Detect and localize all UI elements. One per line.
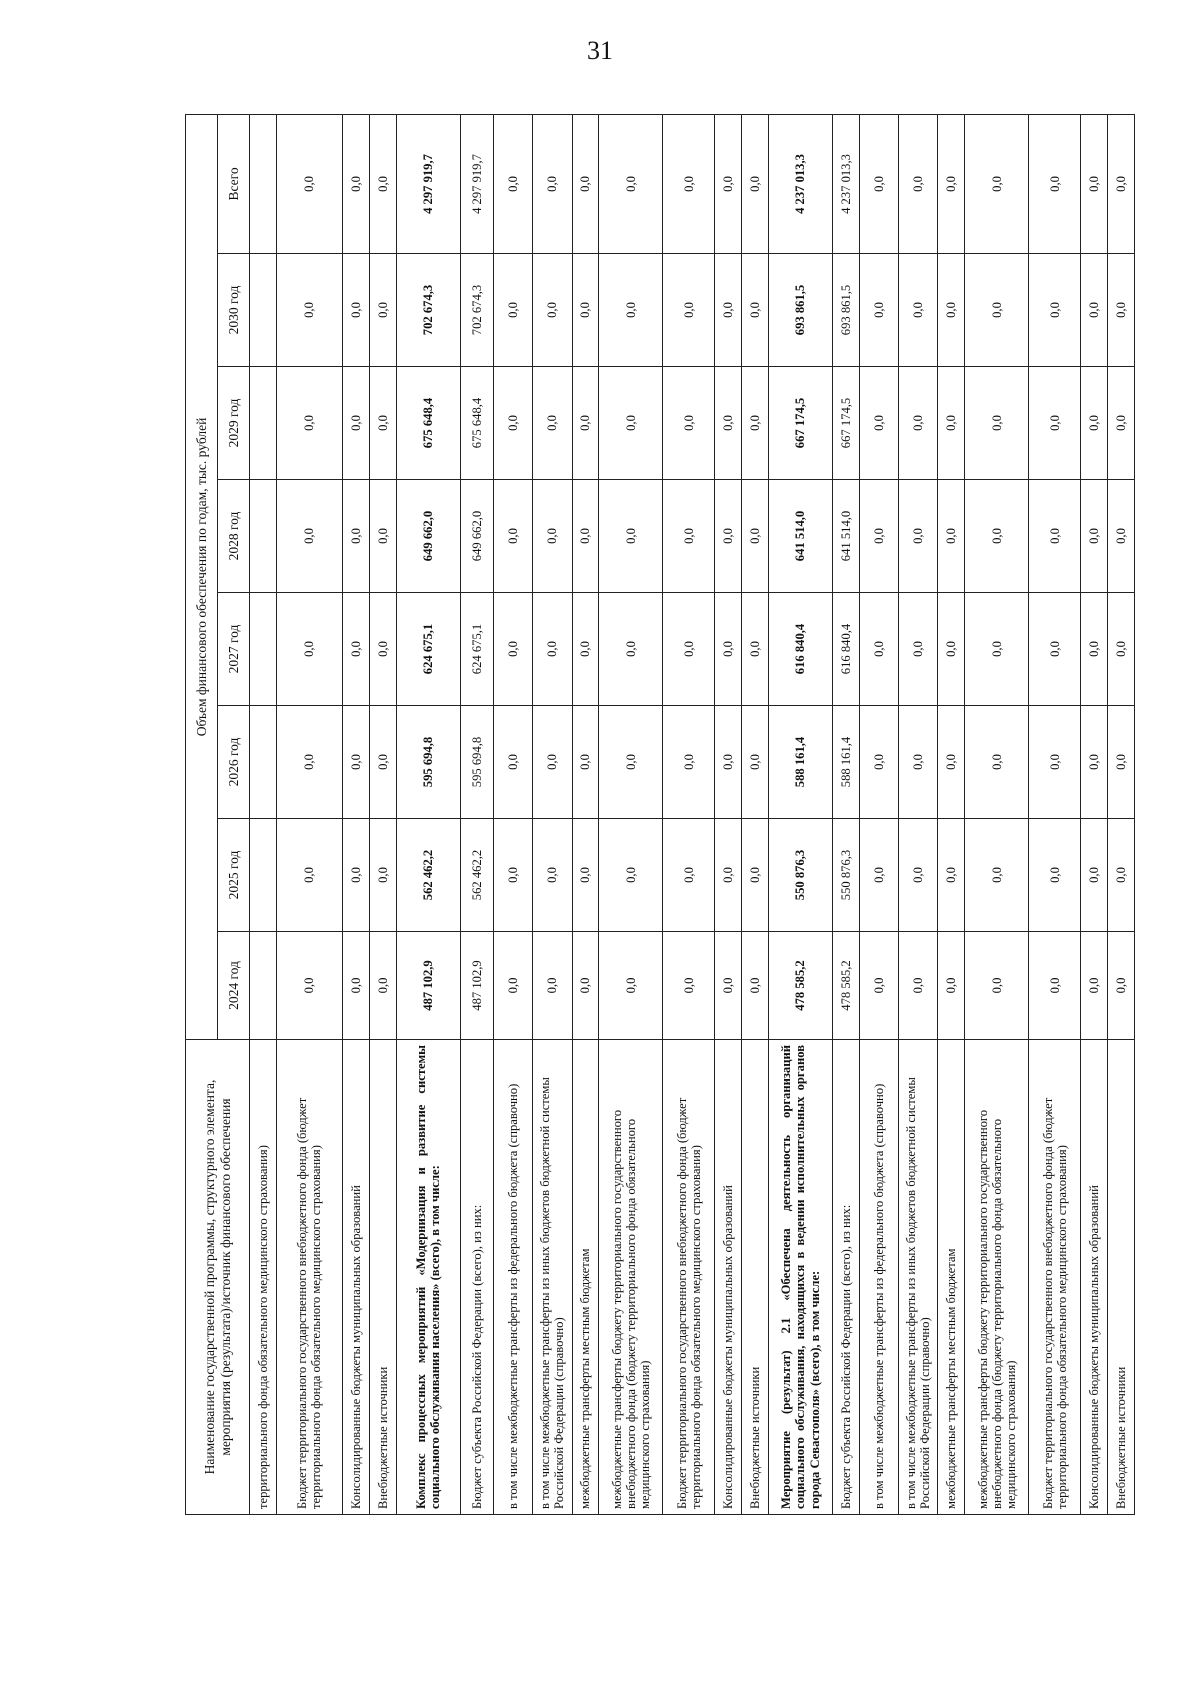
row-label: Мероприятие (результат) 2.1 «Обеспечена деятельность организаций социального обслуживания, находящихся в ведении исполнительных органов города Севастополя» (всего), в том числе: (768, 1040, 832, 1515)
value-cell: 0,0 (1107, 114, 1134, 253)
value-cell: 0,0 (1081, 819, 1108, 932)
value-cell: 0,0 (742, 480, 769, 593)
value-cell: 0,0 (859, 932, 898, 1040)
value-cell: 0,0 (965, 932, 1029, 1040)
table-row (533, 114, 572, 1514)
value-cell: 0,0 (1081, 114, 1108, 253)
value-cell: 0,0 (663, 593, 715, 706)
value-cell: 0,0 (533, 932, 572, 1040)
value-cell: 0,0 (1029, 480, 1081, 593)
value-cell: 702 674,3 (460, 254, 493, 367)
row-label: Внебюджетные источники (369, 1040, 396, 1515)
value-cell: 0,0 (599, 819, 663, 932)
value-cell: 0,0 (572, 367, 599, 480)
value-cell: 0,0 (493, 114, 532, 253)
value-cell: 0,0 (859, 367, 898, 480)
value-cell: 0,0 (276, 593, 342, 706)
table-row (343, 114, 370, 1514)
value-cell: 0,0 (965, 367, 1029, 480)
value-cell: 588 161,4 (768, 706, 832, 819)
value-cell: 478 585,2 (768, 932, 832, 1040)
value-cell: 0,0 (1029, 593, 1081, 706)
value-cell: 0,0 (715, 480, 742, 593)
value-cell: 588 161,4 (833, 706, 860, 819)
row-label: в том числе межбюджетные трансферты из иных бюджетов бюджетной системы Российской Федерации (справочно) (533, 1040, 572, 1515)
value-cell: 0,0 (899, 932, 938, 1040)
value-cell: 0,0 (1029, 706, 1081, 819)
value-cell: 0,0 (742, 932, 769, 1040)
row-label: Консолидированные бюджеты муниципальных образований (1081, 1040, 1108, 1515)
value-cell: 0,0 (369, 819, 396, 932)
table-row (899, 114, 938, 1514)
value-cell: 0,0 (715, 819, 742, 932)
value-cell: 562 462,2 (396, 819, 460, 932)
row-label: Бюджет территориального государственного внебюджетного фонда (бюджет территориального фонда обязательного медицинского страхования) (276, 1040, 342, 1515)
value-cell: 0,0 (1107, 593, 1134, 706)
value-cell: 0,0 (572, 593, 599, 706)
table-row (1029, 114, 1081, 1514)
year-header: 2027 год (218, 593, 250, 706)
value-cell: 0,0 (715, 932, 742, 1040)
value-cell: 0,0 (533, 593, 572, 706)
value-cell: 641 514,0 (768, 480, 832, 593)
value-cell: 0,0 (1081, 593, 1108, 706)
value-cell: 4 237 013,3 (833, 114, 860, 253)
table-row (369, 114, 396, 1514)
row-label: межбюджетные трансферты бюджету территориального государственного внебюджетного фонда (бюджету территориального фонда обязательного медицинского страхования) (965, 1040, 1029, 1515)
value-cell (250, 254, 277, 367)
value-cell: 0,0 (859, 706, 898, 819)
value-cell: 0,0 (572, 114, 599, 253)
year-header: Всего (218, 114, 250, 253)
value-cell: 0,0 (742, 819, 769, 932)
value-cell: 0,0 (369, 480, 396, 593)
value-cell: 0,0 (572, 932, 599, 1040)
table-body (250, 114, 1135, 1514)
value-cell: 0,0 (533, 706, 572, 819)
table-row (396, 114, 460, 1514)
value-cell: 0,0 (1029, 932, 1081, 1040)
value-cell: 0,0 (899, 114, 938, 253)
table-row (599, 114, 663, 1514)
value-cell (250, 480, 277, 593)
value-cell: 0,0 (899, 367, 938, 480)
value-cell: 0,0 (533, 254, 572, 367)
year-header: 2030 год (218, 254, 250, 367)
value-cell: 0,0 (533, 114, 572, 253)
value-cell: 0,0 (1107, 367, 1134, 480)
value-cell: 0,0 (859, 254, 898, 367)
row-label: в том числе межбюджетные трансферты из федерального бюджета (справочно) (493, 1040, 532, 1515)
value-cell: 0,0 (715, 706, 742, 819)
row-label: в том числе межбюджетные трансферты из федерального бюджета (справочно) (859, 1040, 898, 1515)
value-cell: 641 514,0 (833, 480, 860, 593)
year-header: 2029 год (218, 367, 250, 480)
value-cell: 0,0 (276, 367, 342, 480)
value-cell: 0,0 (663, 367, 715, 480)
value-cell (250, 114, 277, 253)
value-cell: 0,0 (715, 367, 742, 480)
value-cell: 0,0 (1029, 367, 1081, 480)
table-row (250, 114, 277, 1514)
value-cell (250, 593, 277, 706)
value-cell: 0,0 (899, 819, 938, 932)
value-cell: 0,0 (369, 932, 396, 1040)
volume-group-header: Объем финансового обеспечения по годам, тыс. рублей (186, 114, 218, 1039)
row-label: Бюджет территориального государственного внебюджетного фонда (бюджет территориального фонда обязательного медицинского страхования) (1029, 1040, 1081, 1515)
row-label: Внебюджетные источники (1107, 1040, 1134, 1515)
value-cell: 0,0 (343, 367, 370, 480)
value-cell: 0,0 (493, 254, 532, 367)
row-label: межбюджетные трансферты местным бюджетам (572, 1040, 599, 1515)
value-cell: 550 876,3 (768, 819, 832, 932)
value-cell: 0,0 (715, 254, 742, 367)
value-cell: 0,0 (369, 593, 396, 706)
value-cell: 0,0 (369, 367, 396, 480)
value-cell: 0,0 (343, 932, 370, 1040)
value-cell: 0,0 (493, 367, 532, 480)
value-cell: 0,0 (965, 114, 1029, 253)
table-row (859, 114, 898, 1514)
value-cell: 0,0 (599, 932, 663, 1040)
row-label: Бюджет субъекта Российской Федерации (всего), из них: (460, 1040, 493, 1515)
value-cell: 0,0 (572, 480, 599, 593)
value-cell: 0,0 (899, 593, 938, 706)
year-header: 2026 год (218, 706, 250, 819)
value-cell: 0,0 (599, 593, 663, 706)
value-cell: 0,0 (1107, 932, 1134, 1040)
value-cell: 0,0 (663, 254, 715, 367)
value-cell: 667 174,5 (833, 367, 860, 480)
table-row (1081, 114, 1108, 1514)
value-cell: 0,0 (493, 480, 532, 593)
value-cell: 0,0 (1029, 114, 1081, 253)
row-label: межбюджетные трансферты местным бюджетам (938, 1040, 965, 1515)
table-row (715, 114, 742, 1514)
value-cell: 675 648,4 (460, 367, 493, 480)
row-label: Бюджет субъекта Российской Федерации (всего), из них: (833, 1040, 860, 1515)
rotated-table-container (185, 115, 1135, 1515)
row-label: Консолидированные бюджеты муниципальных образований (343, 1040, 370, 1515)
value-cell: 4 237 013,3 (768, 114, 832, 253)
value-cell: 702 674,3 (396, 254, 460, 367)
value-cell: 4 297 919,7 (396, 114, 460, 253)
value-cell: 0,0 (965, 480, 1029, 593)
value-cell: 0,0 (859, 114, 898, 253)
value-cell: 616 840,4 (833, 593, 860, 706)
table-row (1107, 114, 1134, 1514)
value-cell: 0,0 (343, 593, 370, 706)
value-cell: 0,0 (663, 706, 715, 819)
value-cell: 0,0 (493, 593, 532, 706)
value-cell (250, 819, 277, 932)
value-cell: 0,0 (938, 480, 965, 593)
value-cell: 0,0 (1107, 706, 1134, 819)
value-cell: 487 102,9 (396, 932, 460, 1040)
value-cell: 0,0 (572, 706, 599, 819)
value-cell: 0,0 (276, 819, 342, 932)
value-cell: 0,0 (1029, 819, 1081, 932)
value-cell: 0,0 (276, 254, 342, 367)
value-cell: 0,0 (1029, 254, 1081, 367)
value-cell: 0,0 (1081, 480, 1108, 593)
value-cell: 0,0 (276, 706, 342, 819)
value-cell: 649 662,0 (460, 480, 493, 593)
value-cell: 0,0 (715, 593, 742, 706)
value-cell: 0,0 (493, 819, 532, 932)
value-cell: 0,0 (938, 114, 965, 253)
value-cell: 0,0 (1081, 706, 1108, 819)
value-cell: 0,0 (599, 367, 663, 480)
value-cell: 649 662,0 (396, 480, 460, 593)
value-cell: 0,0 (965, 706, 1029, 819)
value-cell: 0,0 (663, 480, 715, 593)
value-cell: 0,0 (965, 254, 1029, 367)
value-cell: 0,0 (276, 932, 342, 1040)
value-cell: 0,0 (599, 254, 663, 367)
value-cell: 0,0 (859, 480, 898, 593)
value-cell: 0,0 (276, 114, 342, 253)
financing-table (185, 114, 1135, 1515)
year-header: 2028 год (218, 480, 250, 593)
value-cell: 0,0 (899, 480, 938, 593)
value-cell: 0,0 (276, 480, 342, 593)
row-label: в том числе межбюджетные трансферты из иных бюджетов бюджетной системы Российской Федерации (справочно) (899, 1040, 938, 1515)
table-row (768, 114, 832, 1514)
value-cell: 0,0 (715, 114, 742, 253)
value-cell: 0,0 (493, 706, 532, 819)
value-cell: 4 297 919,7 (460, 114, 493, 253)
value-cell (250, 932, 277, 1040)
value-cell: 0,0 (1107, 254, 1134, 367)
value-cell: 624 675,1 (460, 593, 493, 706)
value-cell: 0,0 (742, 706, 769, 819)
value-cell: 693 861,5 (833, 254, 860, 367)
value-cell: 0,0 (938, 932, 965, 1040)
value-cell: 0,0 (599, 114, 663, 253)
value-cell: 595 694,8 (460, 706, 493, 819)
value-cell: 550 876,3 (833, 819, 860, 932)
table-row (663, 114, 715, 1514)
table-header (186, 114, 250, 1514)
value-cell: 0,0 (572, 254, 599, 367)
value-cell: 0,0 (572, 819, 599, 932)
value-cell: 0,0 (599, 706, 663, 819)
year-header: 2024 год (218, 932, 250, 1040)
value-cell: 0,0 (343, 254, 370, 367)
value-cell: 0,0 (742, 254, 769, 367)
table-row (938, 114, 965, 1514)
year-header: 2025 год (218, 819, 250, 932)
row-label: Бюджет территориального государственного внебюджетного фонда (бюджет территориального фонда обязательного медицинского страхования) (663, 1040, 715, 1515)
value-cell: 478 585,2 (833, 932, 860, 1040)
value-cell: 0,0 (742, 367, 769, 480)
value-cell: 0,0 (742, 593, 769, 706)
value-cell (250, 706, 277, 819)
row-label: Комплекс процессных мероприятий «Модернизация и развитие системы социального обслуживания населения» (всего), в том числе: (396, 1040, 460, 1515)
value-cell: 0,0 (859, 593, 898, 706)
table-row (460, 114, 493, 1514)
value-cell: 0,0 (493, 932, 532, 1040)
value-cell: 0,0 (533, 367, 572, 480)
value-cell: 0,0 (369, 706, 396, 819)
name-column-header: Наименование государственной программы, структурного элемента, мероприятия (результата)/источник финансового обеспечения (186, 1040, 250, 1515)
value-cell: 0,0 (343, 819, 370, 932)
value-cell: 0,0 (533, 480, 572, 593)
page-number: 31 (587, 36, 613, 65)
value-cell: 667 174,5 (768, 367, 832, 480)
value-cell: 0,0 (938, 706, 965, 819)
value-cell: 0,0 (938, 593, 965, 706)
row-label: межбюджетные трансферты бюджету территориального государственного внебюджетного фонда (бюджету территориального фонда обязательного медицинского страхования) (599, 1040, 663, 1515)
row-label: территориального фонда обязательного медицинского страхования) (250, 1040, 277, 1515)
value-cell: 0,0 (859, 819, 898, 932)
value-cell: 487 102,9 (460, 932, 493, 1040)
value-cell: 0,0 (965, 819, 1029, 932)
value-cell: 0,0 (369, 254, 396, 367)
table-row (965, 114, 1029, 1514)
value-cell: 0,0 (1081, 254, 1108, 367)
value-cell: 0,0 (343, 480, 370, 593)
value-cell: 0,0 (938, 254, 965, 367)
table-row (833, 114, 860, 1514)
row-label: Внебюджетные источники (742, 1040, 769, 1515)
value-cell: 0,0 (343, 114, 370, 253)
value-cell: 0,0 (899, 254, 938, 367)
value-cell: 0,0 (1081, 932, 1108, 1040)
table-row (276, 114, 342, 1514)
value-cell: 0,0 (1081, 367, 1108, 480)
value-cell: 0,0 (899, 706, 938, 819)
value-cell: 0,0 (343, 706, 370, 819)
table-row (493, 114, 532, 1514)
value-cell: 0,0 (599, 480, 663, 593)
value-cell: 0,0 (938, 819, 965, 932)
value-cell: 675 648,4 (396, 367, 460, 480)
value-cell: 595 694,8 (396, 706, 460, 819)
value-cell: 624 675,1 (396, 593, 460, 706)
value-cell: 693 861,5 (768, 254, 832, 367)
value-cell: 0,0 (533, 819, 572, 932)
value-cell: 0,0 (742, 114, 769, 253)
value-cell: 0,0 (1107, 480, 1134, 593)
value-cell: 0,0 (369, 114, 396, 253)
value-cell: 562 462,2 (460, 819, 493, 932)
table-row (742, 114, 769, 1514)
value-cell: 0,0 (663, 819, 715, 932)
value-cell (250, 367, 277, 480)
value-cell: 0,0 (938, 367, 965, 480)
value-cell: 616 840,4 (768, 593, 832, 706)
value-cell: 0,0 (1107, 819, 1134, 932)
row-label: Консолидированные бюджеты муниципальных образований (715, 1040, 742, 1515)
table-row (572, 114, 599, 1514)
value-cell: 0,0 (663, 114, 715, 253)
value-cell: 0,0 (663, 932, 715, 1040)
value-cell: 0,0 (965, 593, 1029, 706)
